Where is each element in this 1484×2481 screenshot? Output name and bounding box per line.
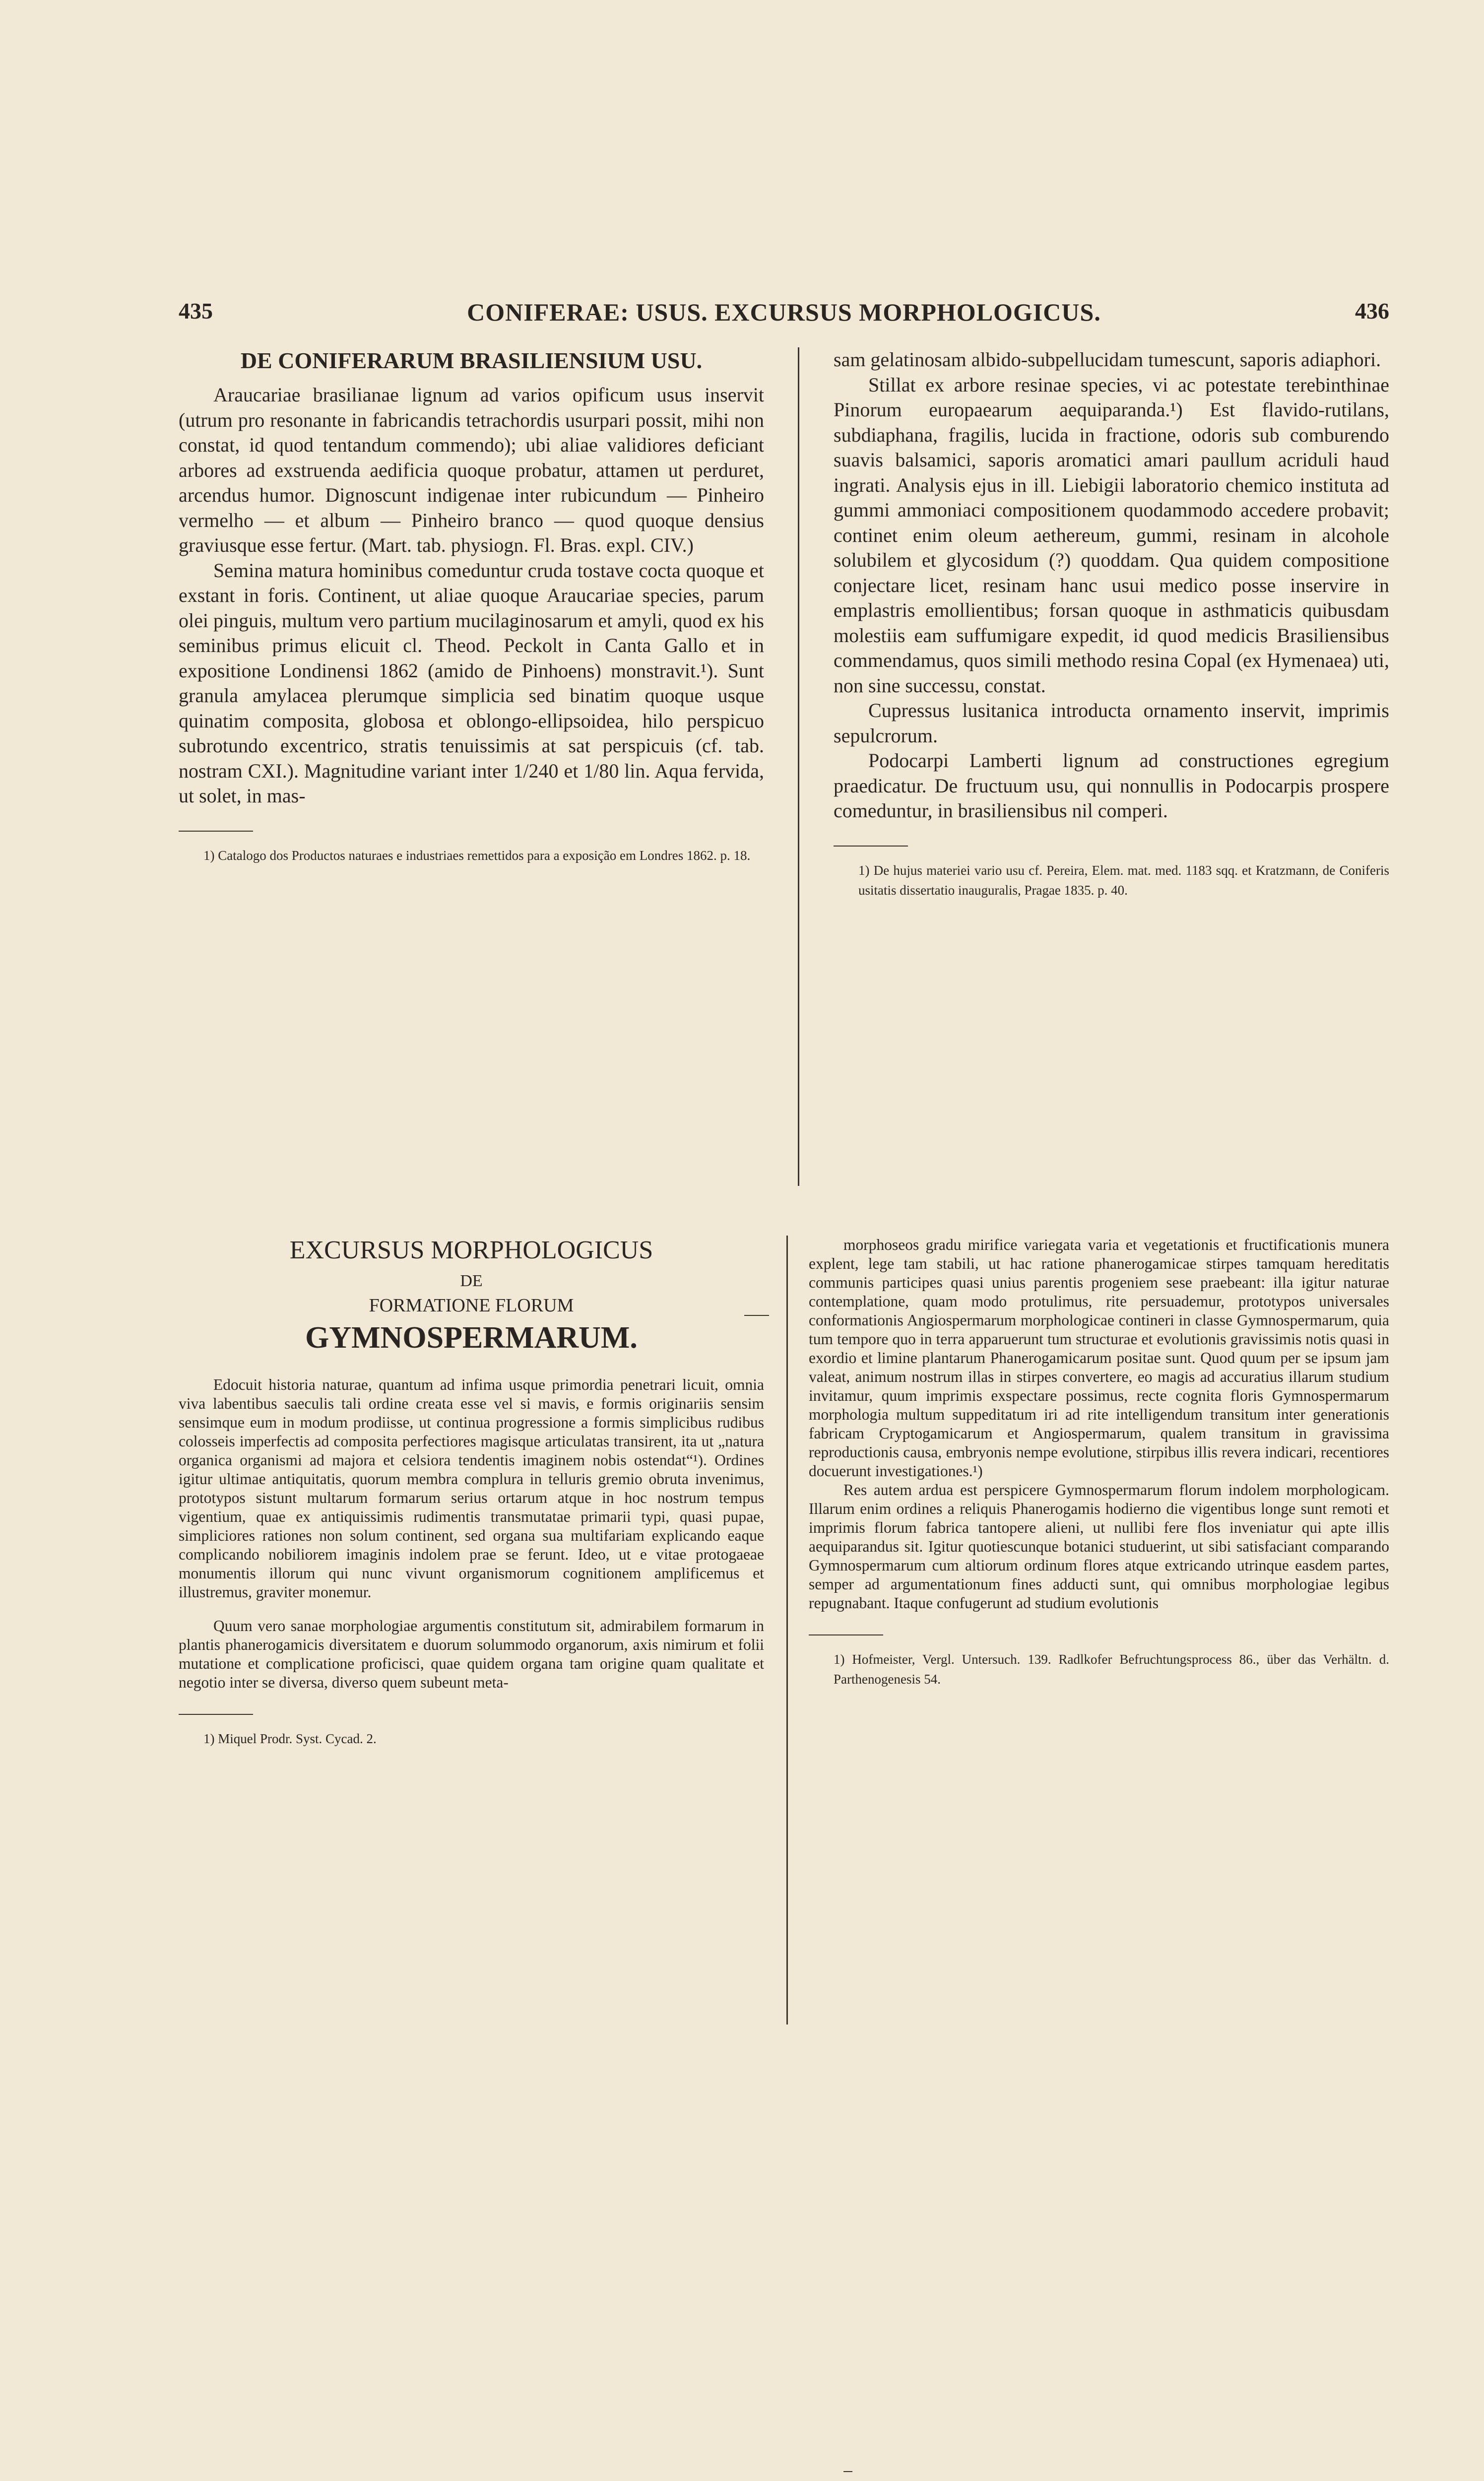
page-number-right: 436 bbox=[1355, 298, 1389, 324]
usus-column-right bbox=[834, 347, 1389, 900]
paragraph: Araucariae brasilianae lignum ad varios opificum usus inservit (utrum pro resonante in fabricandis tetrachordis usurpari possit, mihi non constat, id quod tentandum commendo); ubi aliae validiores deficiant arbores ad exstruenda aedificia quoque probatur, attamen ut perduret, arcendus humor. Dignoscunt indigenae inter rubicundum — Pinheiro vermelho — et album — Pinheiro branco — quod quoque densius graviusque esse fertur. (Mart. tab. physiogn. Fl. Bras. expl. CIV.) bbox=[179, 384, 764, 556]
footnote: 1) Hofmeister, Vergl. Untersuch. 139. Radlkofer Befruchtungsprocess 86., über das Verhältn. d. Parthenogenesis 54. bbox=[834, 1652, 1389, 1687]
footnote: 1) De hujus materiei vario usu cf. Pereira, Elem. mat. med. 1183 sqq. et Kratzmann, de Coniferis usitatis dissertatio inauguralis, Pragae 1835. p. 40. bbox=[858, 862, 1389, 898]
paragraph: Edocuit historia naturae, quantum ad infima usque primordia penetrari licuit, omnia viva labentibus saeculis tali ordine creata esse vel si mavis, e formis originariis sensim sensimque eum in modum prodiisse, ut continua progressione a formis simplicibus rudibus colosseis imperfectis ad composita perfectiores magisque articulatas transirent, ita ut „natura organica organismi ad majora et celsiora tendentis imaginem nobis ostendat“¹). Ordines igitur ultimae antiquitatis, quorum membra complura in telluris gremio obruta invenimus, prototypos sistunt multarum formarum serius ortarum atque in hoc nostrum tempus vigentium, quae ex antiquissimis rudimentis transmutatae primarii typi, quasi pupae, simpliciores rationes non solum continent, sed organa sua multifariam explicando eaque complicando nobiliorem imaginis indolem prae se ferunt. Ideo, ut e vitae protogaeae monumentis illorum qui nunc vivunt organismorum cognitionem amplificemus et illustremus, graviter monemur. bbox=[179, 1376, 764, 1601]
decorative-rule bbox=[744, 1315, 769, 1316]
excursus-heading bbox=[179, 1236, 764, 1356]
excursus-subject: GYMNOSPERMARUM. bbox=[305, 1321, 638, 1355]
running-header bbox=[179, 298, 1389, 337]
column-divider-top bbox=[798, 347, 799, 1186]
column-divider-bottom bbox=[786, 1236, 788, 2024]
paragraph: Semina matura hominibus comeduntur cruda tostave cocta quoque et exstant in foris. Continent, ut aliae quoque Araucariae species, parum olei pinguis, multum vero partium mucilaginosarum et amyli, quod ex his seminibus primus elicuit cl. Theod. Peckolt in Canta Gallo et in expositione Londinensi 1862 (amido de Pinhoens) monstravit.¹). Sunt granula amylacea plerumque simplicia sed binatim quoque usque quinatim composita, globosa et oblongo-ellipsoidea, hilo perspicuo subrotundo excentrico, stratis tenuissimis at sat perspicuis (cf. tab. nostram CXI.). Magnitudine variant inter 1/240 et 1/80 lin. Aqua fervida, ut solet, in mas- bbox=[179, 559, 764, 807]
excursus-title: EXCURSUS MORPHOLOGICUS bbox=[289, 1236, 653, 1264]
footnote-rule bbox=[179, 831, 253, 832]
usus-column-left bbox=[179, 347, 764, 865]
paragraph: morphoseos gradu mirifice variegata varia et vegetationis et fructificationis munera explent, lege tam stabili, ut hac ratione phanerogamicae stirpes tamquam hereditatis communis participes quasi unius parentis progeniem sese praebeant: illa igitur naturae contemplatione, quam modo protulimus, rite persuademur, prototypos universales conformationis Angiospermarum morphologicae contineri in classe Gymnospermarum, quia tum tempore quo in terra apparuerunt tum structurae et evolutionis gravissimis notis quasi in exordio et limine plantarum Phanerogamicarum positae sunt. Quod quum per se ipsum jam valeat, animum nostrum illas in stirpes convertere, eo magis ad accuratius illarum studium invitamur, quum imprimis exspectare possimus, recte cognita floris Gymnospermarum morphologia multum suppeditatum iri ad rite intelligendum transitum inter generationis fabricam Cryptogamicarum et Angiospermarum, qualem transitum in gravissima reproductionis causa, embryonis nempe evolutione, stirpibus illis revera indicari, recentiores docuerunt investigationes.¹) bbox=[809, 1236, 1389, 1480]
paragraph: sam gelatinosam albido-subpellucidam tumescunt, saporis adiaphori. bbox=[834, 348, 1381, 371]
footnote: 1) Miquel Prodr. Syst. Cycad. 2. bbox=[203, 1731, 377, 1746]
footnote-rule bbox=[179, 1714, 253, 1715]
page-number-left: 435 bbox=[179, 298, 213, 324]
usus-section-title: DE CONIFERARUM BRASILIENSIUM USU. bbox=[240, 348, 703, 373]
excursus-subtitle-de: DE bbox=[460, 1272, 483, 1290]
excursus-column-left bbox=[179, 1236, 764, 1749]
paragraph: Quum vero sanae morphologiae argumentis constitutum sit, admirabilem formarum in plantis phanerogamicis diversitatem e duorum solummodo organorum, axis nimirum et folii mutatione et complicatione proficisci, quae quidem organa tam origine quam qualitate et negotio inter se diversa, diverso quem subeunt meta- bbox=[179, 1617, 764, 1691]
footnote-rule bbox=[834, 846, 908, 847]
excursus-column-right bbox=[809, 1236, 1389, 1689]
page-foot-mark bbox=[843, 2471, 852, 2472]
running-title: CONIFERAE: USUS. EXCURSUS MORPHOLOGICUS. bbox=[467, 298, 1101, 326]
paragraph: Podocarpi Lamberti lignum ad constructiones egregium praedicatur. De fructuum usu, qui nonnullis in Podocarpis prospere comeduntur, in brasiliensibus nil comperi. bbox=[834, 749, 1389, 822]
paragraph: Cupressus lusitanica introducta ornamento inservit, imprimis sepulcrorum. bbox=[834, 699, 1389, 747]
footnote: 1) Catalogo dos Productos naturaes e industriaes remettidos para a exposição em Londres 1862. p. 18. bbox=[203, 848, 751, 863]
footnote-rule bbox=[809, 1634, 883, 1635]
excursus-subtitle: FORMATIONE FLORUM bbox=[369, 1295, 574, 1316]
paragraph: Res autem ardua est perspicere Gymnospermarum florum indolem morphologicam. Illarum enim ordines a reliquis Phanerogamis hodierno die vigentibus longe sunt remoti et imprimis florum fabrica tantopere alieni, ut nullibi fere flos inveniatur qui apte illis aequiparandus sit. Igitur quotiescunque botanici studuerint, ut sibi satisfaciant comparando Gymnospermarum cum altiorum ordinum flores atque extricando utrinque easdem partes, semper ad argumentationum fines adducti sunt, qui omnibus morphologiae legibus repugnabant. Itaque confugerunt ad studium evolutionis bbox=[809, 1481, 1389, 1612]
paragraph: Stillat ex arbore resinae species, vi ac potestate terebinthinae Pinorum europaearum aequiparanda.¹) Est flavido-rutilans, subdiaphana, fragilis, lucida in fractione, odoris sub comburendo suavis balsamici, saporis aromatici amari paullum acriduli haud ingrati. Analysis ejus in ill. Liebigii laboratorio chemico instituta ad gummi ammoniaci compositionem quodammodo accedere probavit; continet enim oleum aethereum, gummi, resinam in alcohole solubilem et glycosidum (?) quoddam. Qua quidem compositione conjectare licet, resinam hanc usui medico posse inservire in emplastris emollientibus; forsan quoque in asthmaticis quibusdam molestiis eam suffumigare expedit, id quod medicis Brasiliensibus commendamus, quos simili methodo resina Copal (ex Hymenaea) uti, non sine successu, constat. bbox=[834, 373, 1389, 697]
